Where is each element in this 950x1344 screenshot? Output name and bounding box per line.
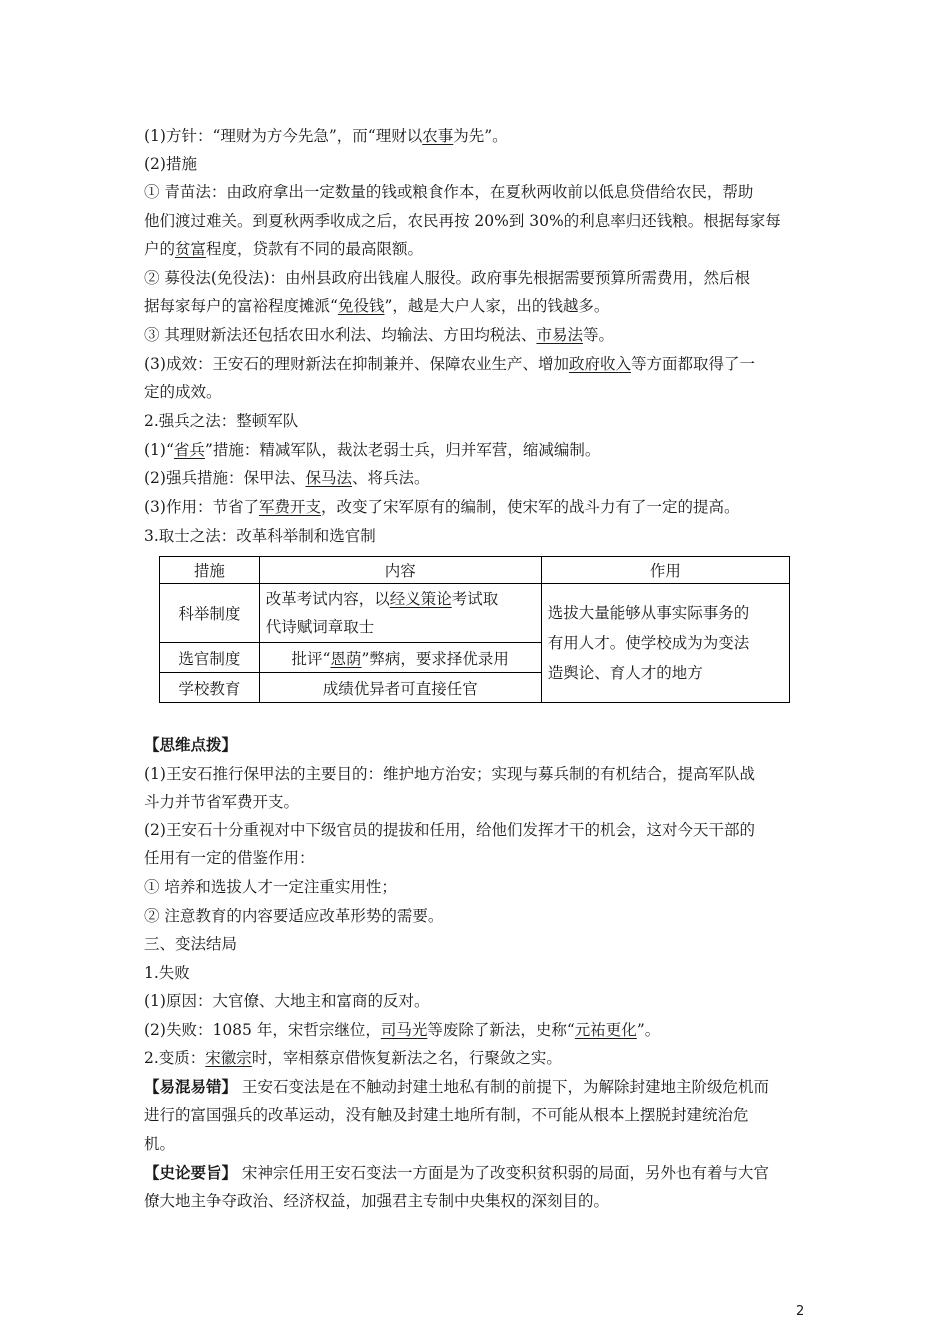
underlined-term: 省兵 [173,441,205,459]
text: 程度，贷款有不同的最高限额。 [206,240,424,258]
paragraph-line: 定的成效。 [144,383,222,401]
underlined-term: 政府收入 [568,355,631,373]
underlined-term: 农事 [422,127,454,145]
paragraph-line: ① 培养和选拔人才一定注重实用性； [144,878,397,896]
text: (3)作用：节省了 [144,498,259,516]
text: ”弊病，要求择优录用 [361,649,509,668]
paragraph-line [144,324,824,346]
underlined-term: 恩荫 [330,649,362,668]
paragraph-line: ② 注意教育的内容要适应改革形势的需要。 [144,907,444,925]
text: ”。 [636,1021,661,1039]
text: ③ 其理财新法还包括农田水利法、均输法、方田均税法、 [144,326,537,344]
paragraph-line [144,1076,824,1098]
text: 王安石变法是在不触动封建土地私有制的前提下，为解除封建地主阶级危机而 [241,1078,769,1096]
paragraph-line [144,1019,824,1041]
section-heading: 1.失败 [144,964,190,982]
paragraph-line [144,439,824,461]
text: 选拔大量能够从事实际事务的 [547,604,750,622]
text: ”措施：精减军队，裁汰老弱士兵，归并军营，缩减编制。 [204,441,601,459]
paragraph-line: 他们渡过难关。到夏秋两季收成之后，农民再按 20%到 30%的利息率归还钱粮。根据每家每 [144,212,781,230]
text: (2)强兵措施：保甲法、 [144,469,306,487]
section-heading: 三、变法结局 [144,935,238,953]
text: (2)失败：1085 年，宋哲宗继位， [144,1021,381,1039]
underlined-term: 元祐更化 [574,1021,637,1039]
underlined-term: 市易法 [536,326,583,344]
text: 造舆论、育人才的地方 [547,664,703,682]
paragraph-line [144,1162,824,1184]
text: 时，宰相蔡京借恢复新法之名，行聚敛之实。 [251,1049,562,1067]
hist-title: 【史论要旨】 [144,1163,238,1182]
paragraph-line: 斗力并节省军费开支。 [144,793,300,811]
text: ，改变了宋军原有的编制，使宋军的战斗力有了一定的提高。 [320,498,740,516]
paragraph-line [144,467,824,489]
page-number: 2 [796,1304,805,1319]
measures-heading: (2)措施 [144,155,197,173]
measure-cell: 科举制度 [160,584,260,643]
content-cell: 成绩优异者可直接任官 [259,673,541,703]
measure-cell: 学校教育 [160,673,260,703]
table-row [160,584,790,643]
text: 2.变质： [144,1049,206,1067]
underlined-term: 经义策论 [389,590,452,608]
paragraph-line: ② 募役法(免役法)：由州县政府出钱雇人服役。政府事先根据需要预算所需费用，然后根 [144,269,751,287]
table-header: 内容 [259,557,541,584]
text: 批评“ [291,649,331,668]
paragraph-line: 进行的富国强兵的改革运动，没有触及封建土地所有制，不可能从根本上摆脱封建统治危 [144,1106,749,1124]
table-header: 措施 [160,557,260,584]
section-heading: 3.取士之法：改革科举制和选官制 [144,527,376,545]
underlined-term: 宋徽宗 [205,1049,252,1067]
mix-title: 【易混易错】 [144,1077,238,1096]
underlined-term: 司马光 [380,1021,428,1039]
text: 考试取 [451,590,499,608]
paragraph-line: ① 青苗法：由政府拿出一定数量的钱或粮食作本，在夏秋两收前以低息贷借给农民，帮助 [144,183,754,201]
text: 代诗赋词章取士 [265,618,375,636]
paragraph-line: 机。 [144,1135,176,1153]
paragraph-line [144,496,824,518]
reform-table [159,556,790,703]
section-heading: 2.强兵之法：整顿军队 [144,412,299,430]
text: 等。 [582,326,614,344]
text: 宋神宗任用王安石变法一方面是为了改变积贫积弱的局面，另外也有着与大官 [241,1164,769,1182]
think-title: 【思维点拨】 [144,735,238,754]
text: 为先”。 [453,127,508,145]
underlined-term: 军费开支 [258,498,321,516]
paragraph-line [144,295,824,317]
paragraph-line: (1)王安石推行保甲法的主要目的：维护地方治安；实现与募兵制的有机结合，提高军队战 [144,765,755,783]
text: 据每家每户的富裕程度摊派“ [144,297,338,315]
underlined-term: 免役钱 [337,297,385,315]
paragraph-line: 僚大地主争夺政治、经济权益，加强君主专制中央集权的深刻目的。 [144,1192,610,1210]
underlined-term: 保马法 [305,469,352,487]
paragraph-line: (2)王安石十分重视对中下级官员的提拔和任用，给他们发挥才干的机会，这对今天干部的 [144,821,755,839]
text: 、将兵法。 [351,469,430,487]
paragraph-line [144,1047,824,1069]
underlined-term: 贫富 [175,240,207,258]
policy-line [144,125,824,147]
text: (1)方针：“理财为方今先急”，而“理财以 [144,127,423,145]
text: 有用人才。使学校成为为变法 [547,634,750,652]
text: 户的 [144,240,176,258]
paragraph-line [144,238,824,260]
content-cell [259,643,541,673]
paragraph-line: 任用有一定的借鉴作用： [144,849,315,867]
content-cell [259,584,541,643]
table-header-row [160,557,790,584]
text: 等废除了新法，史称“ [427,1021,575,1039]
effect-cell [541,584,789,703]
table-header: 作用 [541,557,789,584]
text: 等方面都取得了一 [630,355,755,373]
measure-cell: 选官制度 [160,643,260,673]
text: 改革考试内容，以 [265,590,390,608]
text: ”，越是大户人家，出的钱越多。 [384,297,610,315]
text: (1)“ [144,441,174,459]
paragraph-line: (1)原因：大官僚、大地主和富商的反对。 [144,992,430,1010]
text: (3)成效：王安石的理财新法在抑制兼并、保障农业生产、增加 [144,355,569,373]
paragraph-line [144,353,824,375]
